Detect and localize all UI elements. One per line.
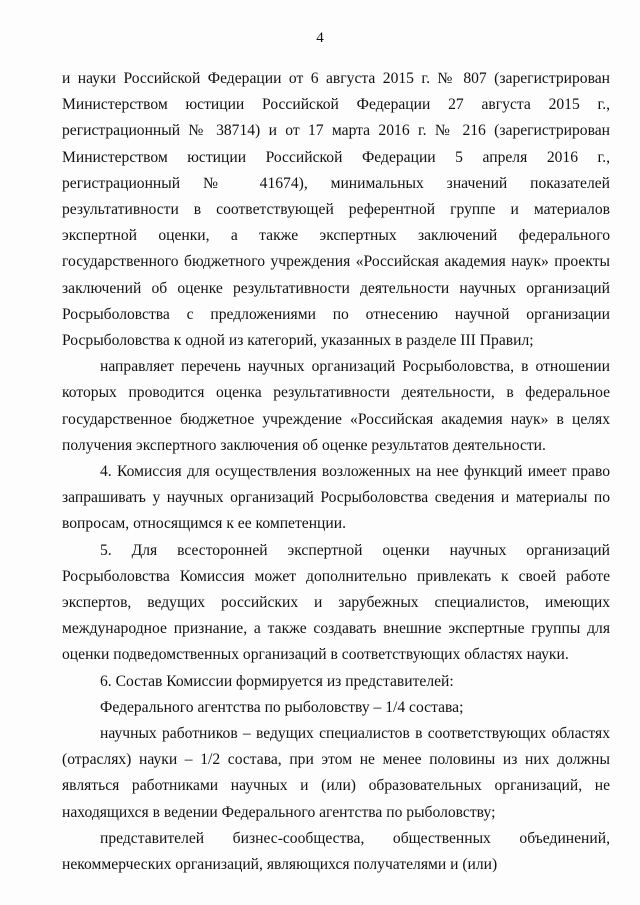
document-body bbox=[62, 66, 610, 878]
paragraph-business-representatives: представителей бизнес-сообщества, общественных объединений, некоммерческих организаций, являющихся получателями и (или) bbox=[62, 829, 610, 874]
page-number: 4 bbox=[316, 30, 324, 46]
paragraph-scientific-workers: научных работников – ведущих специалистов в соответствующих областях (отраслях) науки – 1/2 состава, при этом не менее половины из них должны являться работниками научных и (или) образовательных организаций, не находящихся в ведении Федерального агентства по рыболовству; bbox=[62, 725, 610, 821]
paragraph-continuation: и науки Российской Федерации от 6 августа 2015 г. № 807 (зарегистрирован Министерством юстиции Российской Федерации 27 августа 2015 г., регистрационный № 38714) и от 17 марта 2016 г. № 216 (зарегистрирован Министерством юстиции Российской Федерации 5 апреля 2016 г., регистрационный № 41674), минимальных значений показателей результативности в соответствующей референтной группе и материалов экспертной оценки, а также экспертных заключений федерального государственного бюджетного учреждения «Российская академия наук» проекты заключений об оценке результативности деятельности научных организаций Росрыболовства с предложениями по отнесению научной организации Росрыболовства к одной из категорий, указанных в разделе III Правил; bbox=[62, 70, 610, 350]
paragraph-item-4: 4. Комиссия для осуществления возложенных на нее функций имеет право запрашивать у научных организаций Росрыболовства сведения и материалы по вопросам, относящимся к ее компетенции. bbox=[62, 463, 610, 533]
paragraph-item-5: 5. Для всесторонней экспертной оценки научных организаций Росрыболовства Комиссия может дополнительно привлекать к своей работе экспертов, ведущих российских и зарубежных специалистов, имеющих международное признание, а также создавать внешние экспертные группы для оценки подведомственных организаций в соответствующих областях науки. bbox=[62, 541, 610, 664]
paragraph-directs-list: направляет перечень научных организаций Росрыболовства, в отношении которых проводится оценка результативности деятельности, в федеральное государственное бюджетное учреждение «Российская академия наук» в целях получения экспертного заключения об оценке результатов деятельности. bbox=[62, 358, 610, 454]
paragraph-fisheries-agency: Федерального агентства по рыболовству – 1/4 состава; bbox=[100, 698, 464, 716]
paragraph-item-6: 6. Состав Комиссии формируется из представителей: bbox=[100, 672, 454, 690]
